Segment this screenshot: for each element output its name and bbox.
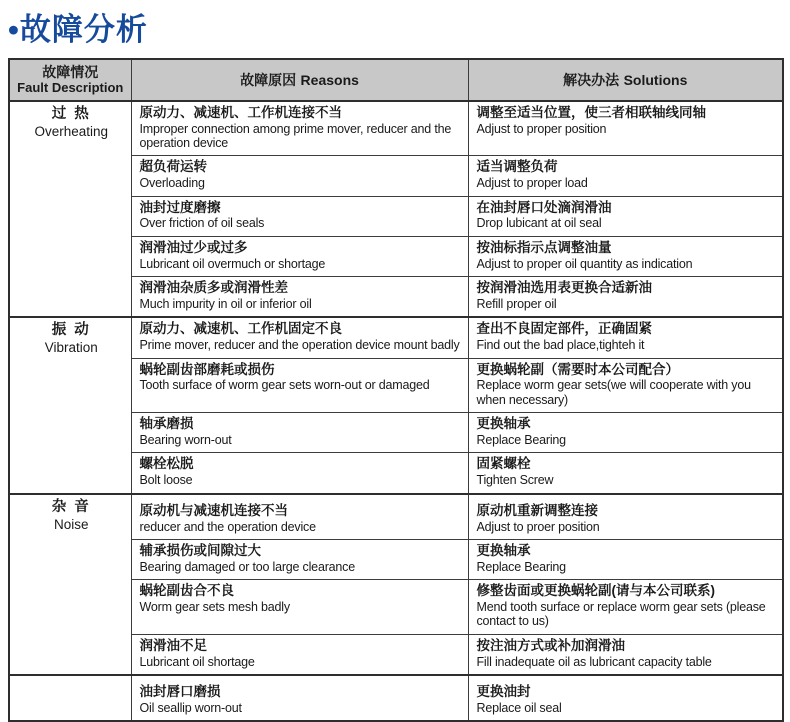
solution-en: Adjust to proper load: [476, 176, 588, 191]
solution-en: Tighten Screw: [476, 473, 554, 488]
solution-en: Find out the bad place,tighteh it: [476, 338, 645, 353]
reason-cell: [131, 494, 468, 540]
reason-zh: 润滑油杂质多或润滑性差: [139, 280, 288, 296]
solution-cell: [468, 156, 783, 196]
reason-zh: 油封过度磨擦: [139, 199, 221, 215]
fault-label-zh: 振 动: [51, 322, 91, 339]
table-header-row: [9, 59, 783, 101]
header-solutions-zh: 解决办法: [563, 71, 620, 88]
solution-en: Adjust to proper oil quantity as indication: [476, 256, 693, 271]
solution-zh: 按润滑油选用表更换合适新油: [476, 280, 652, 296]
solution-zh: 在油封唇口处滴润滑油: [476, 199, 612, 215]
reason-zh: 润滑油不足: [139, 637, 207, 653]
solution-zh: 适当调整负荷: [476, 159, 558, 175]
reason-en: Improper connection among prime mover, reducer and the operation device: [139, 121, 452, 150]
fault-label-zh: 杂 音: [51, 498, 91, 515]
reason-cell: [131, 156, 468, 196]
solution-cell: [468, 317, 783, 358]
solution-cell: [468, 196, 783, 236]
reason-en: Tooth surface of worm gear sets worn-out or damaged: [139, 378, 430, 393]
solution-en: Drop lubicant at oil seal: [476, 216, 602, 231]
reason-en: Much impurity in oil or inferior oil: [139, 296, 312, 311]
fault-analysis-table: [8, 58, 784, 722]
solution-cell: [468, 634, 783, 675]
solution-en: Replace Bearing: [476, 433, 566, 448]
solution-cell: [468, 277, 783, 318]
solution-cell: [468, 236, 783, 276]
reason-zh: 超负荷运转: [139, 159, 207, 175]
section-label-vibration: [9, 317, 131, 493]
solution-zh: 更换轴承: [476, 542, 531, 558]
fault-label-en: Vibration: [44, 340, 98, 356]
reason-cell: [131, 196, 468, 236]
table-row: [9, 494, 783, 540]
reason-en: reducer and the operation device: [139, 519, 316, 534]
solution-en: Mend tooth surface or replace worm gear sets (please contact to us): [476, 600, 766, 629]
solution-cell: [468, 494, 783, 540]
fault-label-en: Noise: [53, 516, 89, 532]
solution-zh: 更换油封: [476, 684, 531, 700]
reason-zh: 辅承损伤或间隙过大: [139, 542, 261, 558]
reason-zh: 润滑油过少或过多: [139, 239, 248, 255]
header-fault-zh: 故障情况: [42, 64, 99, 80]
header-reasons-zh: 故障原因: [240, 71, 297, 88]
fault-label-en: Overheating: [34, 123, 109, 139]
solution-en: Replace Bearing: [476, 559, 566, 574]
reason-zh: 蜗轮副齿部磨耗或损伤: [139, 361, 275, 377]
solution-en: Adjust to proer position: [476, 519, 600, 534]
solution-en: Refill proper oil: [476, 296, 557, 311]
reason-en: Oil seallip worn-out: [139, 700, 242, 715]
table-row: [9, 101, 783, 156]
reason-en: Lubricant oil overmuch or shortage: [139, 256, 326, 271]
reason-cell: [131, 580, 468, 635]
section-label-overheating: [9, 101, 131, 318]
reason-cell: [131, 358, 468, 413]
reason-en: Prime mover, reducer and the operation device mount badly: [139, 338, 460, 353]
reason-en: Bolt loose: [139, 473, 193, 488]
section-label-empty: [9, 675, 131, 721]
reason-cell: [131, 675, 468, 721]
solution-zh: 按油标指示点调整油量: [476, 239, 612, 255]
reason-cell: [131, 453, 468, 494]
reason-zh: 蜗轮副齿合不良: [139, 583, 234, 599]
reason-cell: [131, 277, 468, 318]
reason-zh: 螺栓松脱: [139, 456, 194, 472]
reason-cell: [131, 413, 468, 453]
solution-zh: 调整至适当位置，使三者相联轴线同轴: [476, 104, 706, 120]
reason-zh: 油封唇口磨损: [139, 684, 221, 700]
reason-cell: [131, 101, 468, 156]
reason-en: Lubricant oil shortage: [139, 654, 255, 669]
reason-en: Bearing damaged or too large clearance: [139, 559, 355, 574]
header-reasons-en: Reasons: [300, 71, 359, 88]
page-title: •故障分析: [8, 12, 148, 47]
reason-zh: 原动力、减速机、工作机固定不良: [139, 321, 342, 337]
solution-cell: [468, 413, 783, 453]
reason-en: Over friction of oil seals: [139, 216, 265, 231]
solution-cell: [468, 675, 783, 721]
solution-cell: [468, 453, 783, 494]
reason-cell: [131, 539, 468, 579]
solution-cell: [468, 580, 783, 635]
reason-cell: [131, 634, 468, 675]
header-fault-description: [9, 59, 131, 101]
header-solutions-en: Solutions: [623, 71, 688, 88]
reason-zh: 轴承磨损: [139, 416, 194, 432]
section-label-noise: [9, 494, 131, 675]
solution-zh: 查出不良固定部件，正确固紧: [476, 321, 652, 337]
reason-cell: [131, 236, 468, 276]
reason-zh: 原动机与减速机连接不当: [139, 502, 288, 518]
solution-zh: 修整齿面或更换蜗轮副(请与本公司联系): [476, 583, 715, 599]
reason-zh: 原动力、减速机、工作机连接不当: [139, 104, 342, 120]
solution-zh: 更换轴承: [476, 416, 531, 432]
solution-zh: 按注油方式或补加润滑油: [476, 637, 625, 653]
reason-en: Worm gear sets mesh badly: [139, 600, 290, 615]
reason-cell: [131, 317, 468, 358]
solution-zh: 更换蜗轮副（需要时本公司配合）: [476, 361, 679, 377]
header-solutions: [468, 59, 783, 101]
header-reasons: [131, 59, 468, 101]
table-row: [9, 675, 783, 721]
reason-en: Overloading: [139, 176, 205, 191]
solution-cell: [468, 101, 783, 156]
solution-cell: [468, 539, 783, 579]
solution-en: Fill inadequate oil as lubricant capacity table: [476, 654, 712, 669]
solution-en: Replace oil seal: [476, 700, 562, 715]
solution-en: Adjust to proper position: [476, 121, 607, 136]
reason-en: Bearing worn-out: [139, 433, 232, 448]
table-row: [9, 317, 783, 358]
solution-zh: 固紧螺栓: [476, 456, 531, 472]
solution-en: Replace worm gear sets(we will cooperate with you when necessary): [476, 378, 751, 407]
header-fault-en: Fault Description: [17, 79, 124, 95]
solution-zh: 原动机重新调整连接: [476, 502, 598, 518]
solution-cell: [468, 358, 783, 413]
fault-label-zh: 过 热: [51, 105, 91, 122]
